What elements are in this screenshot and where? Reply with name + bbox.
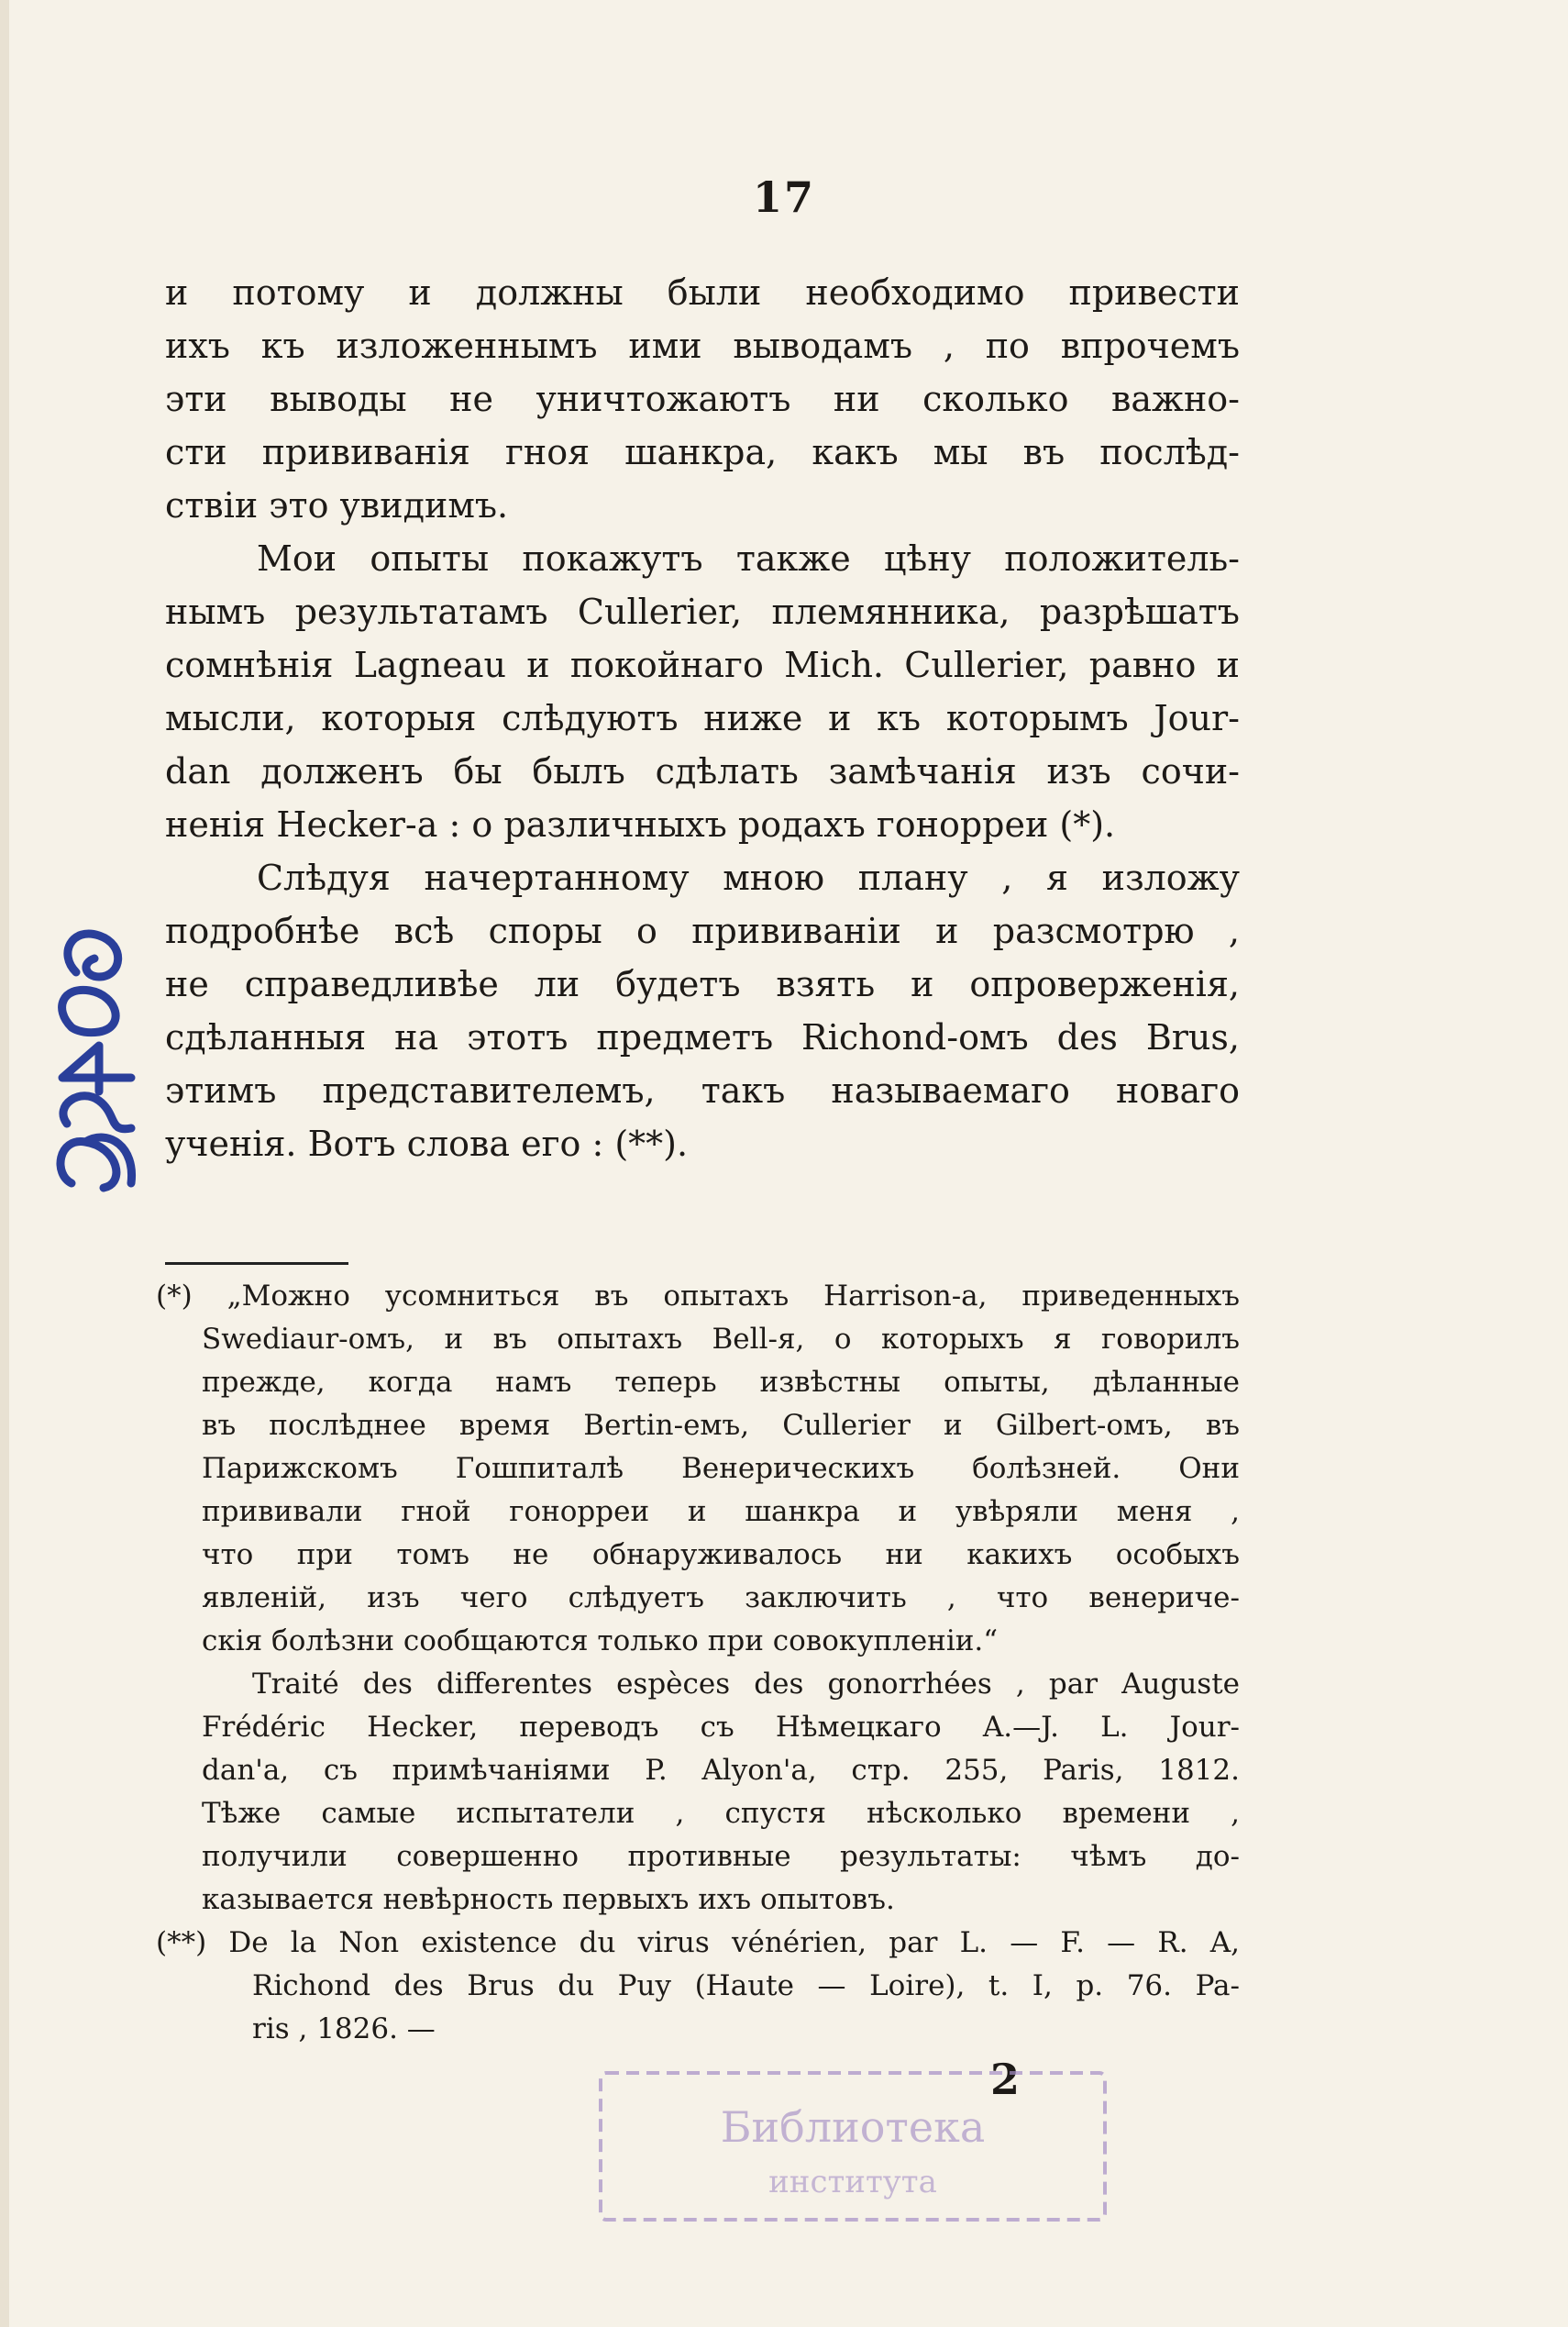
footnote-line: что при томъ не обнаруживалось ни какихъ особыхъ: [202, 1538, 1240, 1571]
text-line: dan долженъ бы былъ сдѣлать замѣчанія изъ сочи-: [165, 751, 1240, 792]
footnote-line: Swediaur-омъ, и въ опытахъ Bell-я, о которыхъ я говорилъ: [202, 1323, 1240, 1356]
text-line: сдѣланныя на этотъ предметъ Richond-омъ des Brus,: [165, 1017, 1240, 1058]
text-line: Слѣдуя начертанному мною плану , я изложу: [257, 858, 1240, 898]
footnote-line: въ послѣднее время Bertin-емъ, Cullerier и Gilbert-омъ, въ: [202, 1409, 1240, 1442]
footnote-line: Тѣже самые испытатели , спустя нѣсколько времени ,: [202, 1797, 1240, 1830]
footnote-line: Traité des differentes espèces des gonorrhées , par Auguste: [252, 1668, 1240, 1701]
text-line: ученія. Вотъ слова его : (**).: [165, 1124, 689, 1164]
footnote-line: Richond des Brus du Puy (Haute — Loire), t. I, p. 76. Pa-: [252, 1969, 1240, 2002]
text-line: Мои опыты покажутъ также цѣну положитель-: [257, 538, 1240, 579]
text-line: и потому и должны были необходимо привести: [165, 272, 1240, 313]
text-line: сомнѣнія Lagneau и покойнаго Mich. Cullerier, равно и: [165, 645, 1240, 685]
signature-mark: 2: [990, 2055, 1021, 2104]
text-line: не справедливѣе ли будетъ взять и опроверженія,: [165, 964, 1240, 1004]
text-line: ненія Hecker-а : о различныхъ родахъ гонорреи (*).: [165, 804, 1116, 845]
text-line: сти прививанія гноя шанкра, какъ мы въ послѣд-: [165, 432, 1240, 472]
text-line: этимъ представителемъ, такъ называемаго новаго: [165, 1070, 1240, 1111]
handwritten-inventory-number: [44, 908, 154, 1211]
page-edge: [0, 0, 9, 2327]
footnote-line: явленій, изъ чего слѣдуетъ заключить , что венериче-: [202, 1581, 1240, 1614]
footnote-separator: [165, 1262, 348, 1265]
footnote-line: dan'а, съ примѣчаніями P. Alyon'а, стр. 255, Paris, 1812.: [202, 1754, 1240, 1787]
text-line: подробнѣе всѣ споры о прививаніи и разсмотрю ,: [165, 911, 1240, 951]
footnote-line: прежде, когда намъ теперь извѣстны опыты, дѣланные: [202, 1366, 1240, 1399]
text-line: эти выводы не уничтожаютъ ни сколько важно-: [165, 379, 1240, 419]
footnote-line: Парижскомъ Гошпиталѣ Венерическихъ болѣзней. Они: [202, 1452, 1240, 1485]
footnote-line: (**) De la Non existence du virus vénérien, par L. — F. — R. A,: [156, 1926, 1240, 1959]
page-number: 17: [752, 172, 815, 222]
footnote-line: прививали гной гонорреи и шанкра и увѣряли меня ,: [202, 1495, 1240, 1528]
text-line: ствіи это увидимъ.: [165, 485, 509, 526]
footnotes: [156, 1275, 1240, 2051]
main-text: [165, 266, 1240, 1170]
text-line: нымъ результатамъ Cullerier, племянника, разрѣшатъ: [165, 592, 1240, 632]
footnote-line: Frédéric Hecker, переводъ съ Нѣмецкаго A.—J. L. Jour-: [202, 1711, 1240, 1744]
svg-text:Библиотека: Библиотека: [720, 2102, 986, 2152]
svg-text:института: института: [768, 2164, 937, 2200]
text-line: ихъ къ изложеннымъ ими выводамъ , по впрочемъ: [165, 326, 1240, 366]
text-line: мысли, которыя слѣдуютъ ниже и къ которымъ Jour-: [165, 698, 1240, 738]
footnote-line: (*) „Можно усомниться въ опытахъ Harrison-а, приведенныхъ: [156, 1280, 1240, 1313]
footnote-line: получили совершенно противные результаты: чѣмъ до-: [202, 1840, 1240, 1873]
footnote-line: скія болѣзни сообщаются только при совокупленіи.“: [202, 1624, 999, 1657]
footnote-line: ris , 1826. —: [252, 2012, 436, 2045]
library-stamp: [596, 2068, 1110, 2224]
footnote-line: казывается невѣрность первыхъ ихъ опытовъ.: [202, 1883, 895, 1916]
